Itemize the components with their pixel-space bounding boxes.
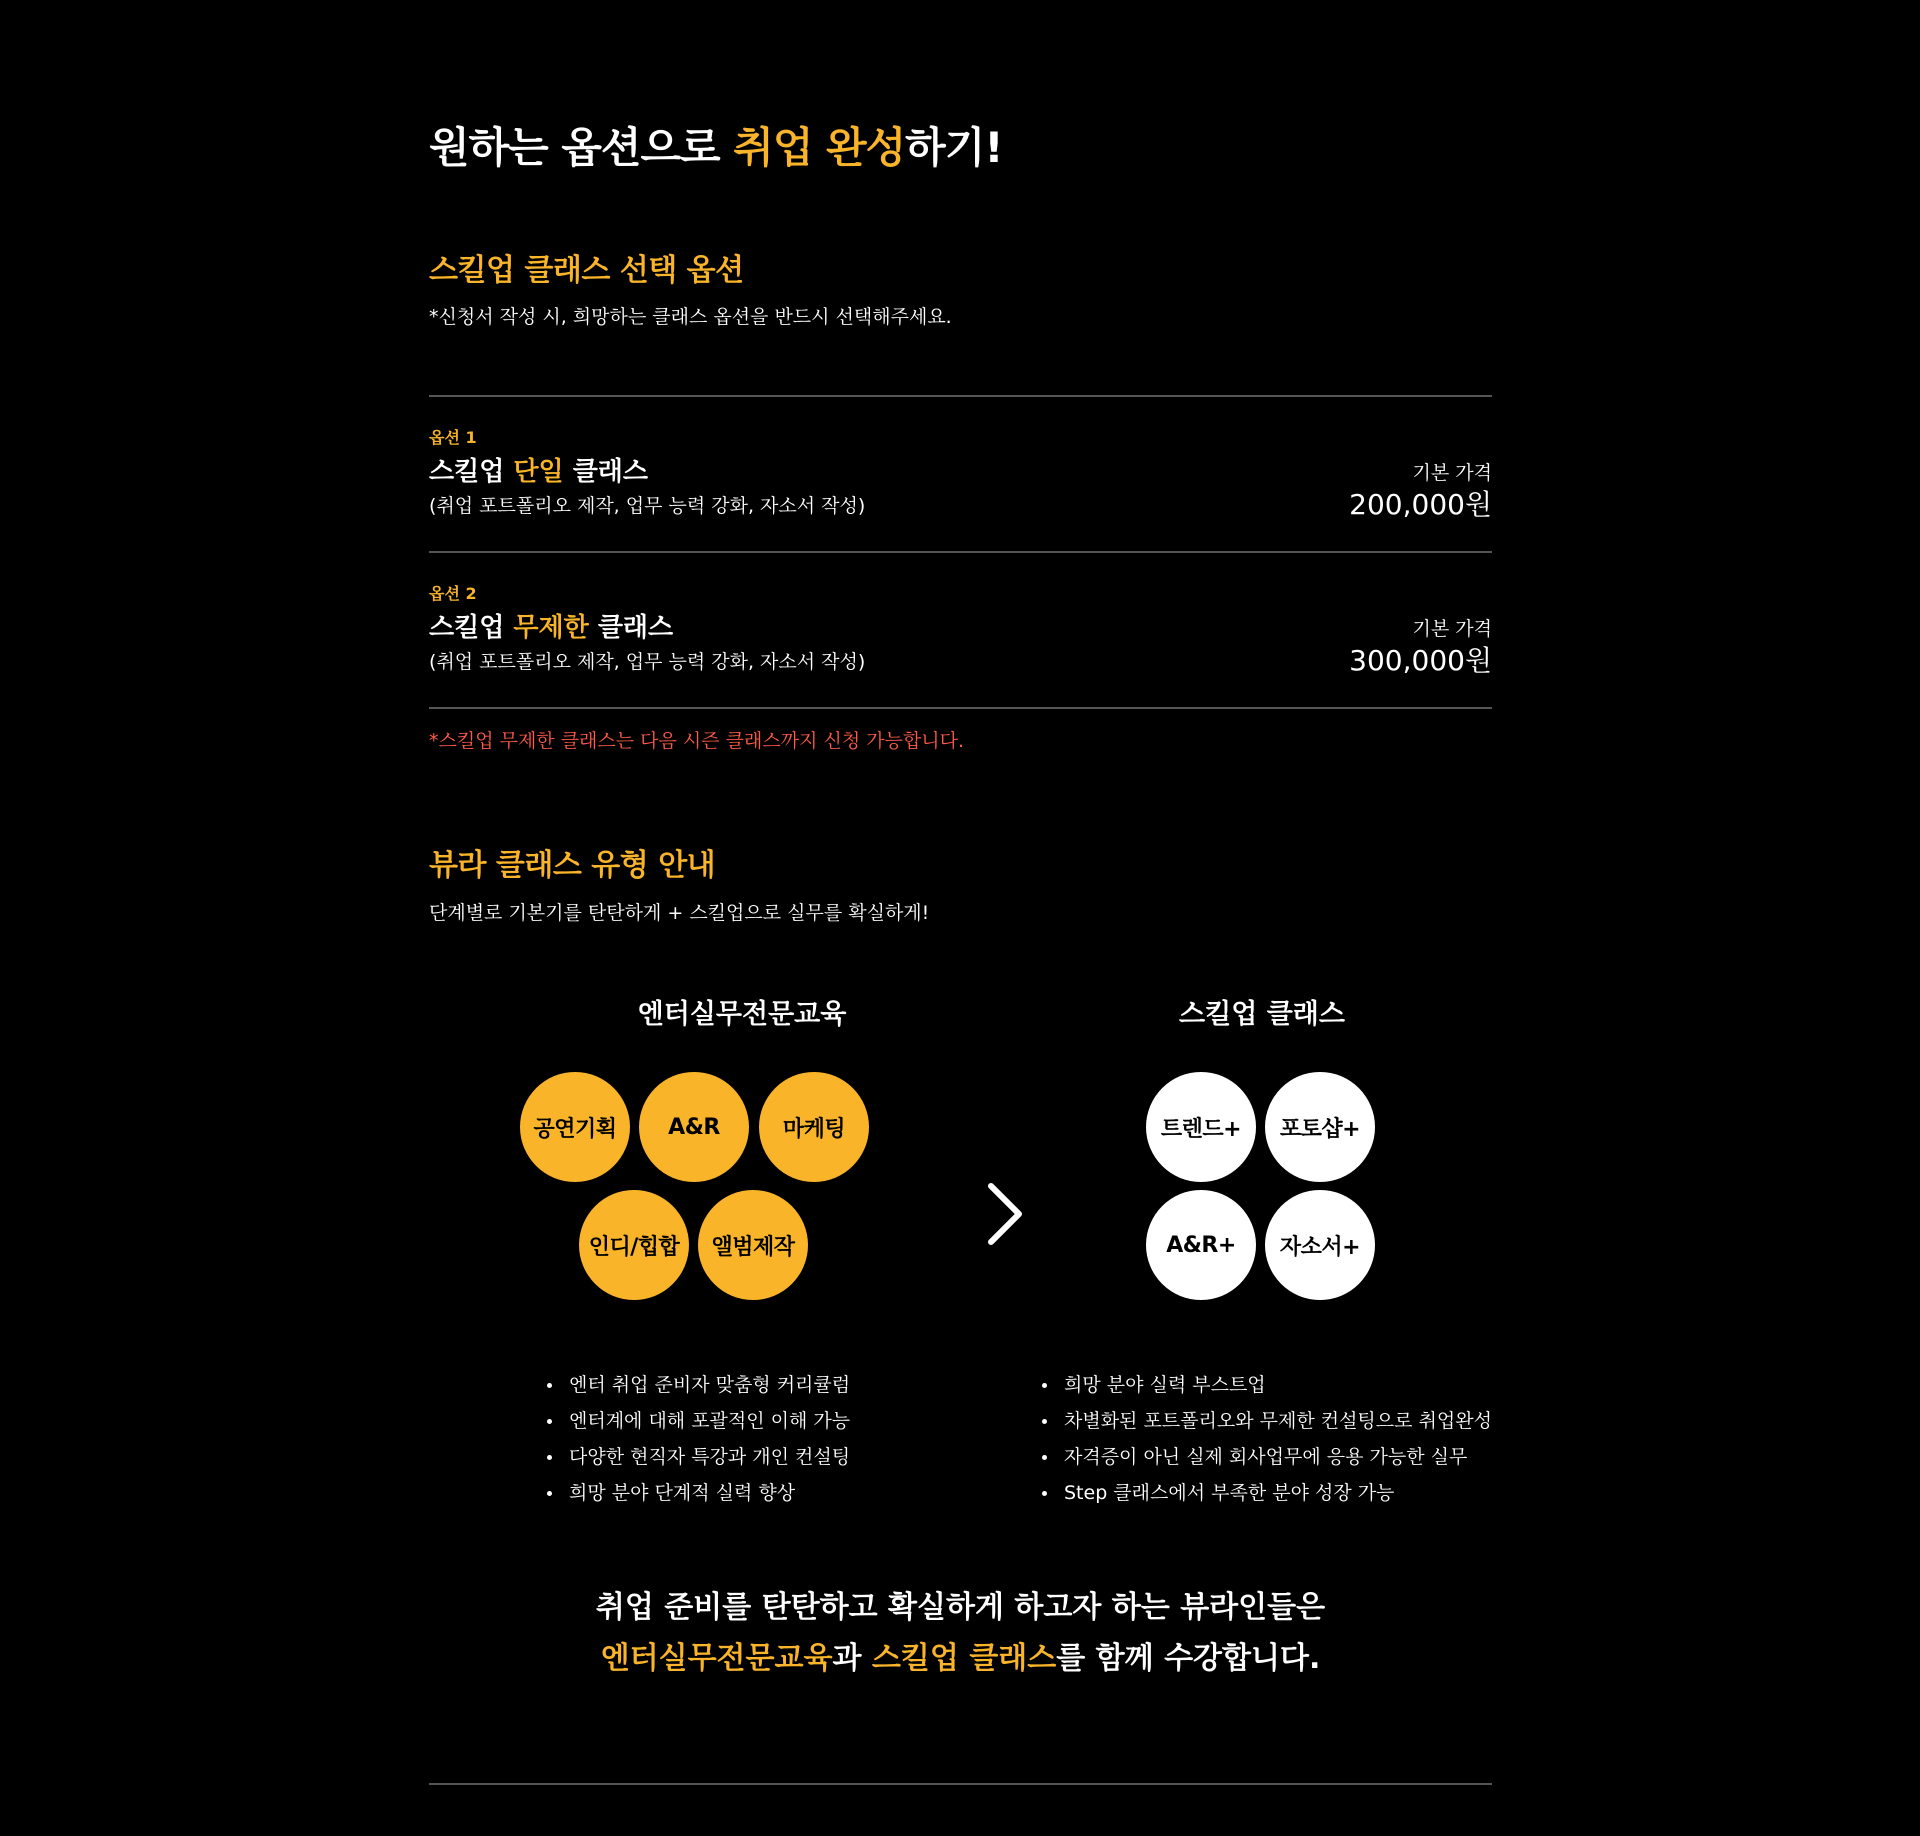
list-item: 엔터 취업 준비자 맞춤형 커리큘럼 (547, 1367, 850, 1403)
skillup-section-desc: *신청서 작성 시, 희망하는 클래스 옵션을 반드시 선택해주세요. (429, 306, 952, 328)
list-item: 차별화된 포트폴리오와 무제한 컨설팅으로 취업완성 (1042, 1403, 1492, 1439)
list-item: 엔터계에 대해 포괄적인 이해 가능 (547, 1403, 850, 1439)
option-name-prefix: 스킬업 (429, 613, 514, 643)
option-tag: 옵션 1 (429, 428, 477, 447)
divider (429, 707, 1492, 709)
circle-anr-plus: A&R+ (1146, 1190, 1256, 1300)
option-name-suffix: 클래스 (563, 457, 649, 487)
class-type-section-title: 뷰라 클래스 유형 안내 (429, 848, 716, 883)
option-name-highlight: 무제한 (513, 613, 589, 643)
price-value: 200,000원 (1349, 488, 1492, 521)
divider (429, 551, 1492, 553)
page-title-part1: 원하는 옵션으로 (429, 123, 734, 172)
option-detail: (취업 포트폴리오 제작, 업무 능력 강화, 자소서 작성) (429, 495, 866, 517)
page-title-part2: 하기! (905, 123, 1003, 172)
closing-mid: 과 (832, 1641, 872, 1676)
circle-resume-plus: 자소서+ (1265, 1190, 1375, 1300)
circle-trend-plus: 트렌드+ (1146, 1072, 1256, 1182)
circle-indie-hiphop: 인디/힙합 (579, 1190, 689, 1300)
skillup-class-bullets (1042, 1367, 1492, 1511)
option-name (429, 451, 648, 488)
option-name-prefix: 스킬업 (429, 457, 514, 487)
closing-highlight-education: 엔터실무전문교육 (600, 1641, 833, 1676)
closing-highlight-skillup: 스킬업 클래스 (871, 1641, 1057, 1676)
divider (429, 395, 1492, 397)
circle-photoshop-plus: 포토샵+ (1265, 1072, 1375, 1182)
list-item: 다양한 현직자 특강과 개인 컨설팅 (547, 1439, 850, 1475)
content-container (429, 0, 1492, 1836)
option-tag: 옵션 2 (429, 584, 477, 603)
circle-marketing: 마케팅 (759, 1072, 869, 1182)
closing-line-2 (429, 1633, 1492, 1677)
closing-line-1: 취업 준비를 탄탄하고 확실하게 하고자 하는 뷰라인들은 (595, 1590, 1326, 1625)
skillup-section-title: 스킬업 클래스 선택 옵션 (429, 253, 744, 288)
page-title-highlight: 취업 완성 (733, 123, 906, 172)
circle-anr: A&R (639, 1072, 749, 1182)
option-name-suffix: 클래스 (588, 613, 674, 643)
option-card-1 (429, 425, 1492, 535)
closing-end: 를 함께 수강합니다. (1056, 1641, 1321, 1676)
circle-album-production: 앨범제작 (698, 1190, 808, 1300)
divider (429, 1783, 1492, 1785)
list-item: 희망 분야 실력 부스트업 (1042, 1367, 1492, 1403)
price-label: 기본 가격 (1412, 462, 1492, 484)
list-item: 희망 분야 단계적 실력 향상 (547, 1475, 850, 1511)
price-value: 300,000원 (1349, 644, 1492, 677)
enter-education-bullets (547, 1367, 850, 1511)
list-item: 자격증이 아닌 실제 회사업무에 응용 가능한 실무 (1042, 1439, 1492, 1475)
option-detail: (취업 포트폴리오 제작, 업무 능력 강화, 자소서 작성) (429, 651, 866, 673)
skillup-class-title: 스킬업 클래스 (1179, 999, 1345, 1030)
page-title (429, 115, 1002, 175)
enter-education-title: 엔터실무전문교육 (637, 999, 847, 1030)
price-label: 기본 가격 (1412, 618, 1492, 640)
list-item: Step 클래스에서 부족한 분야 성장 가능 (1042, 1475, 1492, 1511)
option-name-highlight: 단일 (513, 457, 564, 487)
circle-performance-planning: 공연기획 (520, 1072, 630, 1182)
option-name (429, 607, 673, 644)
unlimited-class-note: *스킬업 무제한 클래스는 다음 시즌 클래스까지 신청 가능합니다. (429, 730, 965, 752)
class-type-section-desc: 단계별로 기본기를 탄탄하게 + 스킬업으로 실무를 확실하게! (429, 902, 930, 924)
option-card-2 (429, 581, 1492, 691)
arrow-right-icon (899, 1180, 1025, 1248)
